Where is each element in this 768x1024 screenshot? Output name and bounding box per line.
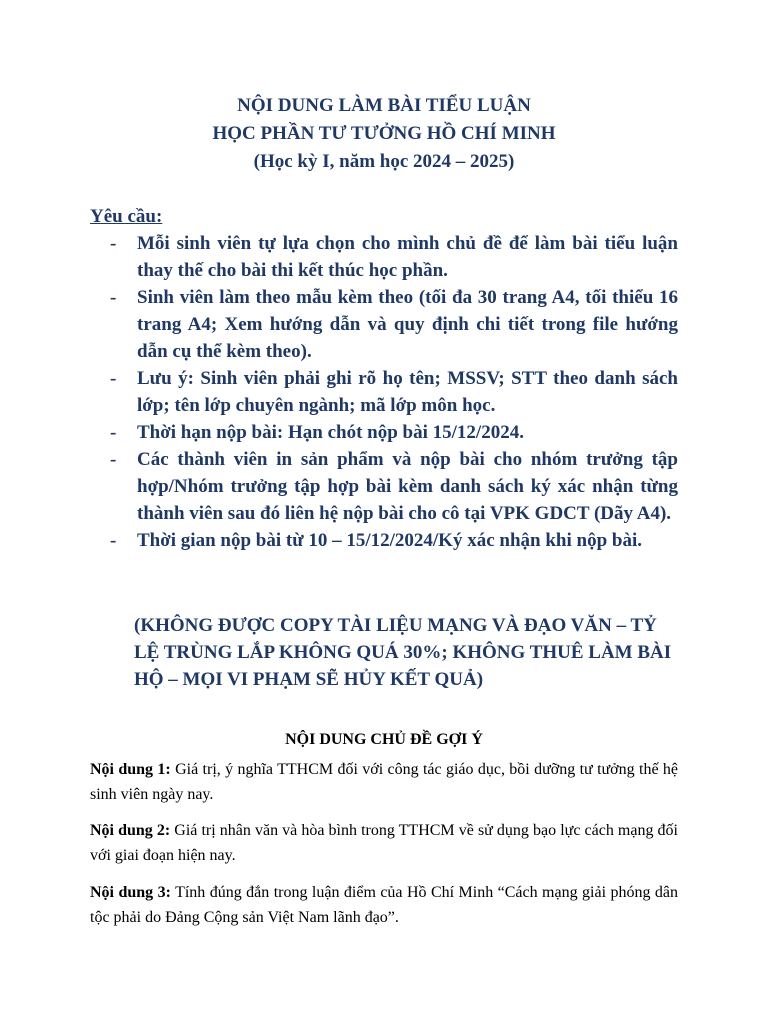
requirement-text: Sinh viên làm theo mẫu kèm theo (tối đa 30 trang A4, tối thiểu 16 trang A4; Xem hướng dẫn và quy định chi tiết trong file hướng dẫn cụ thể kèm theo). xyxy=(137,287,678,362)
bullet-dash: - xyxy=(110,530,117,551)
bullet-dash: - xyxy=(110,287,117,308)
topic-paragraph xyxy=(90,757,678,807)
bullet-dash: - xyxy=(110,233,117,254)
requirement-item xyxy=(110,284,678,365)
topic-text: Giá trị, ý nghĩa TTHCM đối với công tác giáo dục, bồi dưỡng tư tưởng thế hệ sinh viên ngày nay. xyxy=(90,761,679,803)
requirement-item xyxy=(110,446,678,527)
topic-paragraph xyxy=(90,818,678,868)
plagiarism-warning: (KHÔNG ĐƯỢC COPY TÀI LIỆU MẠNG VÀ ĐẠO VĂN – TỶ LỆ TRÙNG LẮP KHÔNG QUÁ 30%; KHÔNG THUÊ LÀM BÀI HỘ – MỌI VI PHẠM SẼ HỦY KẾT QUẢ) xyxy=(134,615,672,690)
topics-heading: NỘI DUNG CHỦ ĐỀ GỢI Ý xyxy=(285,731,483,748)
requirement-item xyxy=(110,419,678,446)
requirement-text: Thời gian nộp bài từ 10 – 15/12/2024/Ký xác nhận khi nộp bài. xyxy=(137,530,642,551)
requirement-item xyxy=(110,230,678,284)
requirements-list xyxy=(110,230,678,554)
topic-text: Tính đúng đắn trong luận điểm của Hồ Chí Minh “Cách mạng giải phóng dân tộc phải do Đảng Cộng sản Việt Nam lãnh đạo”. xyxy=(90,884,678,926)
topic-text: Giá trị nhân văn và hòa bình trong TTHCM về sử dụng bạo lực cách mạng đối với giai đoạn hiện nay. xyxy=(90,822,678,864)
document-title xyxy=(0,92,768,176)
requirement-text: Lưu ý: Sinh viên phải ghi rõ họ tên; MSSV; STT theo danh sách lớp; tên lớp chuyên ngành; mã lớp môn học. xyxy=(137,368,678,416)
topic-label: Nội dung 3: xyxy=(90,884,171,901)
topic-paragraph xyxy=(90,880,678,930)
bullet-dash: - xyxy=(110,449,117,470)
requirement-text: Thời hạn nộp bài: Hạn chót nộp bài 15/12/2024. xyxy=(137,422,524,443)
topic-label: Nội dung 1: xyxy=(90,761,171,778)
title-line: HỌC PHẦN TƯ TƯỞNG HỒ CHÍ MINH xyxy=(212,123,556,144)
requirement-text: Mỗi sinh viên tự lựa chọn cho mình chủ đề để làm bài tiểu luận thay thế cho bài thi kết thúc học phần. xyxy=(137,233,678,281)
bullet-dash: - xyxy=(110,422,117,443)
requirements-heading: Yêu cầu: xyxy=(90,206,163,227)
title-line: (Học kỳ I, năm học 2024 – 2025) xyxy=(253,151,515,172)
requirement-text: Các thành viên in sản phẩm và nộp bài cho nhóm trưởng tập hợp/Nhóm trưởng tập hợp bài kèm danh sách ký xác nhận từng thành viên sau đó liên hệ nộp bài cho cô tại VPK GDCT (Dãy A4). xyxy=(137,449,678,524)
bullet-dash: - xyxy=(110,368,117,389)
requirement-item xyxy=(110,365,678,419)
title-line: NỘI DUNG LÀM BÀI TIỂU LUẬN xyxy=(237,95,531,116)
requirement-item xyxy=(110,527,678,554)
topic-label: Nội dung 2: xyxy=(90,822,171,839)
